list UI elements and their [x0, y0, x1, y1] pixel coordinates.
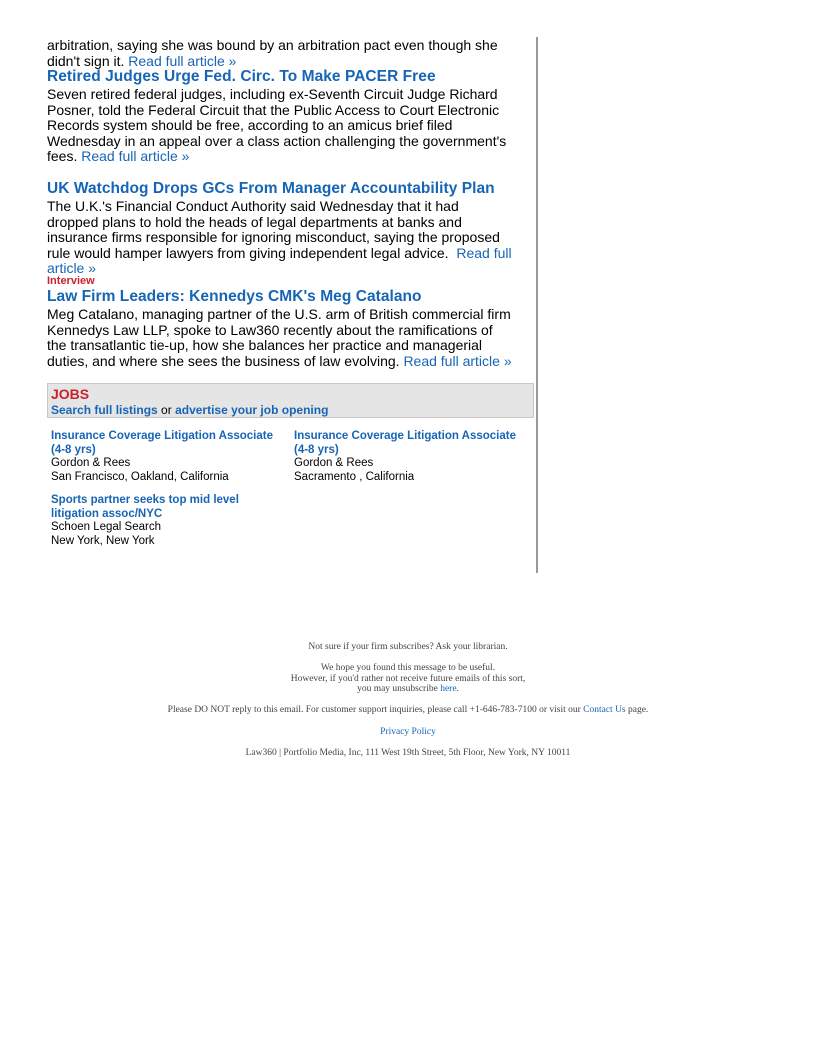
job-location: New York, New York [51, 534, 155, 547]
job-location: Sacramento , California [294, 470, 415, 483]
footer-support [0, 705, 816, 716]
story-body-text: Seven retired federal judges, including ex-Seventh Circuit Judge Richard Posner, told the Federal Circuit that the Public Access to Court Electronic Records system should be free, according to an amicus brief filed Wednesday in an appeal over a class action challenging the government's fees. [47, 86, 507, 164]
story-headline[interactable]: UK Watchdog Drops GCs From Manager Accountability Plan [47, 180, 495, 197]
footer-librarian [0, 642, 816, 653]
story-pacer [47, 67, 512, 165]
jobs-subtitle [51, 403, 328, 417]
story-interview [47, 275, 512, 369]
librarian-text: Not sure if your firm subscribes? Ask your librarian. [308, 642, 508, 652]
newsletter-column [47, 37, 538, 573]
hope-line-1: We hope you found this message to be useful. [320, 663, 496, 673]
footer-privacy [0, 727, 816, 738]
hope-line-2: However, if you'd rather not receive future emails of this sort, [290, 673, 526, 684]
story-headline[interactable]: Retired Judges Urge Fed. Circ. To Make PACER Free [47, 68, 436, 85]
story-kicker: Interview [47, 275, 95, 287]
job-title-link[interactable]: Insurance Coverage Litigation Associate (4-8 yrs) [51, 430, 273, 456]
job-title-link[interactable]: Sports partner seeks top mid level litigation assoc/NYC [51, 494, 239, 520]
read-full-article-link[interactable]: Read full article » [403, 352, 512, 369]
company-address: Law360 | Portfolio Media, Inc, 111 West 19th Street, 5th Floor, New York, NY 10011 [245, 748, 571, 758]
story-body [47, 199, 512, 277]
jobs-header-box [47, 383, 534, 418]
unsubscribe-link[interactable]: here [440, 684, 457, 694]
job-company: Gordon & Rees [294, 457, 374, 469]
read-full-article-link[interactable]: Read full article » [47, 244, 512, 276]
advertise-job-link[interactable]: advertise your job opening [175, 403, 329, 417]
story-body [47, 38, 512, 69]
read-full-article-link[interactable]: Read full article » [81, 148, 190, 164]
story-uk-watchdog [47, 179, 512, 277]
footer-address [0, 748, 816, 759]
read-full-article-link[interactable]: Read full article » [128, 52, 237, 69]
story-body [47, 307, 512, 369]
story-body-text: The U.K.'s Financial Conduct Authority said Wednesday that it had dropped plans to hold the heads of legal departments at banks and insurance firms responsible for ignoring misconduct, saying the proposed rule would hamper lawyers from giving independent legal advice. [47, 198, 500, 261]
job-listing [51, 494, 261, 548]
jobs-title: JOBS [51, 386, 90, 402]
story-body-text: arbitration, saying she was bound by an arbitration pact even though she didn't sign it. [47, 37, 498, 69]
contact-us-link[interactable]: Contact Us [583, 705, 626, 715]
job-listing [51, 430, 283, 484]
jobs-or-text: or [161, 403, 172, 417]
story-headline[interactable]: Law Firm Leaders: Kennedys CMK's Meg Catalano [47, 288, 422, 305]
hope-line-3: you may unsubscribe here. [357, 684, 459, 694]
job-title-link[interactable]: Insurance Coverage Litigation Associate (4-8 yrs) [294, 430, 516, 456]
support-end-text: page. [628, 705, 649, 715]
search-full-listings-link[interactable]: Search full listings [51, 403, 158, 417]
support-text: Please DO NOT reply to this email. For customer support inquiries, please call +1-646-783-7100 or visit our [167, 705, 581, 715]
job-company: Schoen Legal Search [51, 521, 161, 533]
story-body-text: Meg Catalano, managing partner of the U.S. arm of British commercial firm Kennedys Law LLP, spoke to Law360 recently about the ramifications of the transatlantic tie-up, how she balances her practice and managerial duties, and where she sees the business of law evolving. [47, 306, 511, 369]
story-body [47, 87, 512, 165]
job-location: San Francisco, Oakland, California [51, 470, 229, 483]
job-company: Gordon & Rees [51, 457, 131, 469]
unsubscribe-text: you may unsubscribe [357, 684, 438, 694]
privacy-policy-link[interactable]: Privacy Policy [380, 727, 436, 737]
story-continuation [47, 38, 512, 69]
job-listing [294, 430, 526, 484]
footer-unsubscribe [0, 663, 816, 695]
